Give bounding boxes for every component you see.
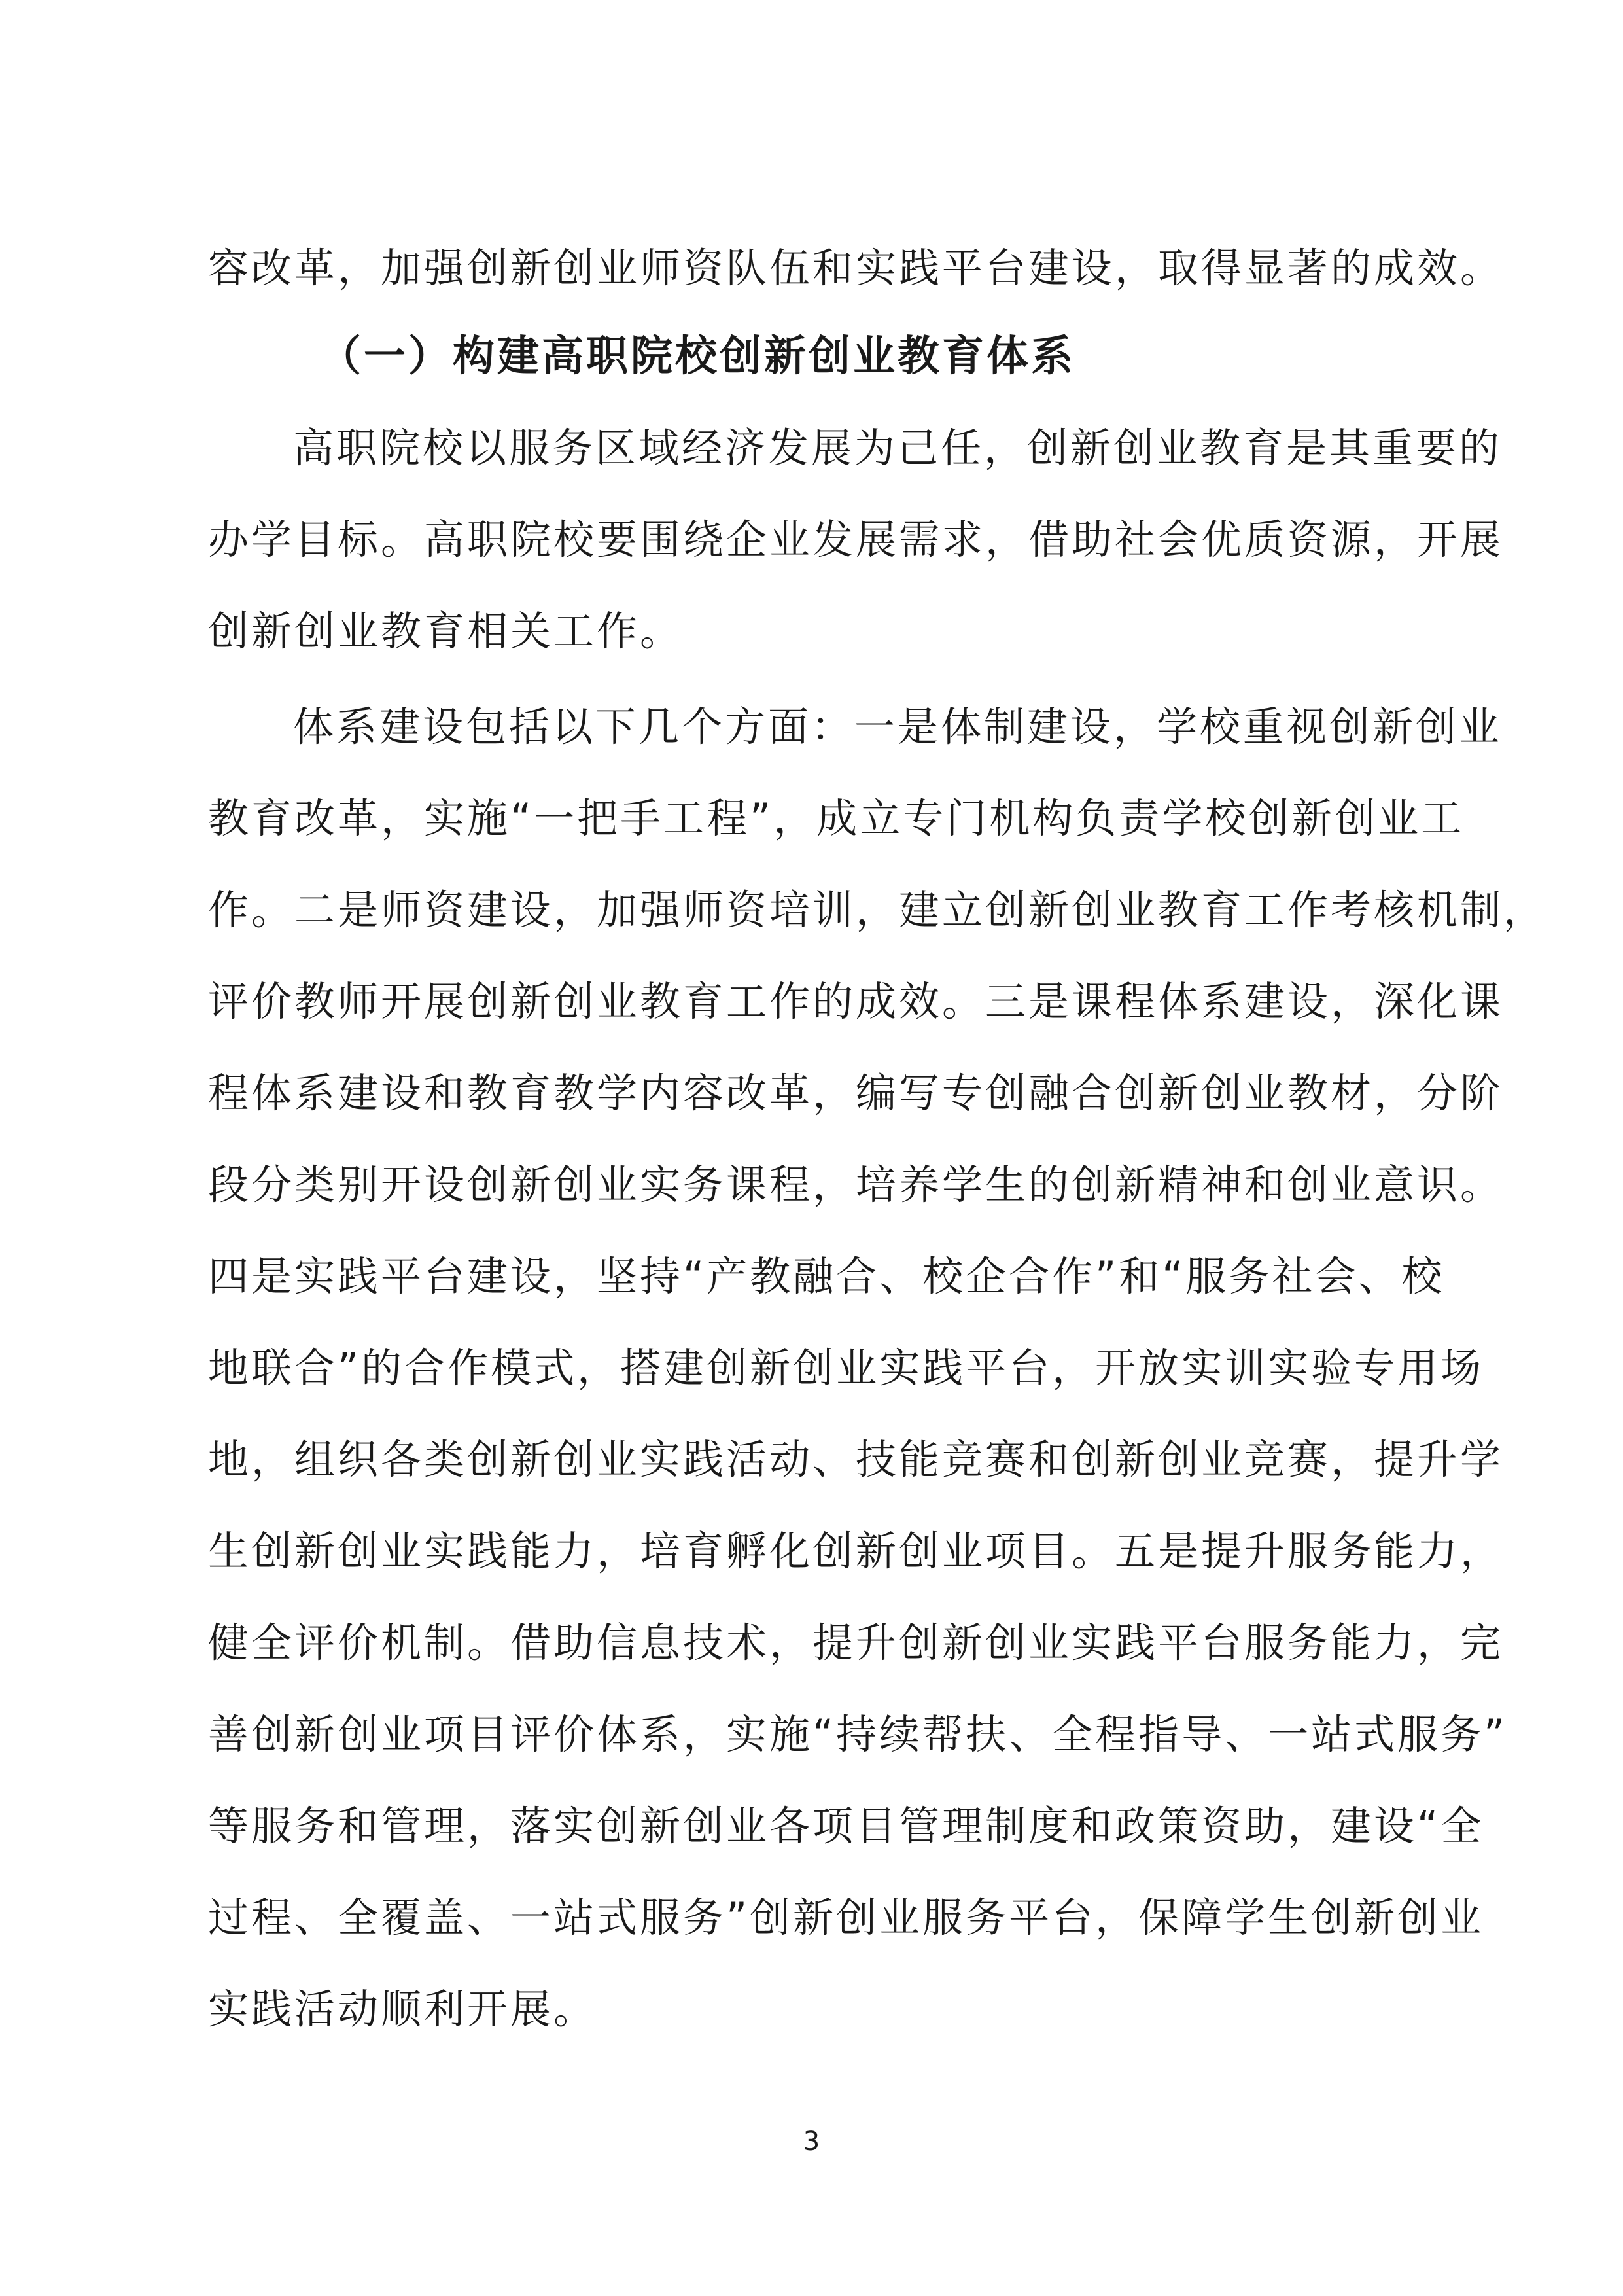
paragraph-line: 过程、全覆盖、一站式服务”创新创业服务平台，保障学生创新创业 <box>208 1894 1484 1941</box>
paragraph-line: 实践活动顺利开展。 <box>208 1985 597 2033</box>
document-body <box>208 222 1547 2055</box>
paragraph-line: 程体系建设和教育教学内容改革，编写专创融合创新创业教材，分阶 <box>208 1069 1504 1117</box>
paragraph-2 <box>208 681 1547 2055</box>
paragraph-line: 创新创业教育相关工作。 <box>208 607 684 655</box>
paragraph-line: 作。二是师资建设，加强师资培训，建立创新创业教育工作考核机制， <box>208 886 1547 934</box>
paragraph-line: 地联合”的合作模式，搭建创新创业实践平台，开放实训实验专用场 <box>208 1344 1484 1392</box>
paragraph-line: 高职院校以服务区域经济发展为己任，创新创业教育是其重要的 <box>293 424 1503 472</box>
paragraph-line: 评价教师开展创新创业教育工作的成效。三是课程体系建设，深化课 <box>208 978 1504 1025</box>
section-heading: （一）构建高职院校创新创业教育体系 <box>319 332 1075 381</box>
paragraph-line: 地，组织各类创新创业实践活动、技能竞赛和创新创业竞赛，提升学 <box>208 1436 1504 1483</box>
paragraph-line: 等服务和管理，落实创新创业各项目管理制度和政策资助，建设“全 <box>208 1802 1484 1850</box>
paragraph-line: 体系建设包括以下几个方面：一是体制建设，学校重视创新创业 <box>293 703 1503 751</box>
paragraph-line: 生创新创业实践能力，培育孵化创新创业项目。五是提升服务能力， <box>208 1527 1504 1575</box>
paragraph-line: 教育改革，实施“一把手工程”，成立专门机构负责学校创新创业工 <box>208 794 1465 842</box>
paragraph-1 <box>208 402 1504 677</box>
intro-line: 容改革，加强创新创业师资队伍和实践平台建设，取得显著的成效。 <box>208 244 1504 292</box>
paragraph-line: 段分类别开设创新创业实务课程，培养学生的创新精神和创业意识。 <box>208 1161 1504 1209</box>
paragraph-line: 健全评价机制。借助信息技术，提升创新创业实践平台服务能力，完 <box>208 1619 1504 1667</box>
paragraph-line: 善创新创业项目评价体系，实施“持续帮扶、全程指导、一站式服务” <box>208 1710 1508 1758</box>
paragraph-line: 办学目标。高职院校要围绕企业发展需求，借助社会优质资源，开展 <box>208 516 1504 563</box>
paragraph-line: 四是实践平台建设，坚持“产教融合、校企合作”和“服务社会、校 <box>208 1252 1445 1300</box>
page-number: 3 <box>803 2127 820 2157</box>
